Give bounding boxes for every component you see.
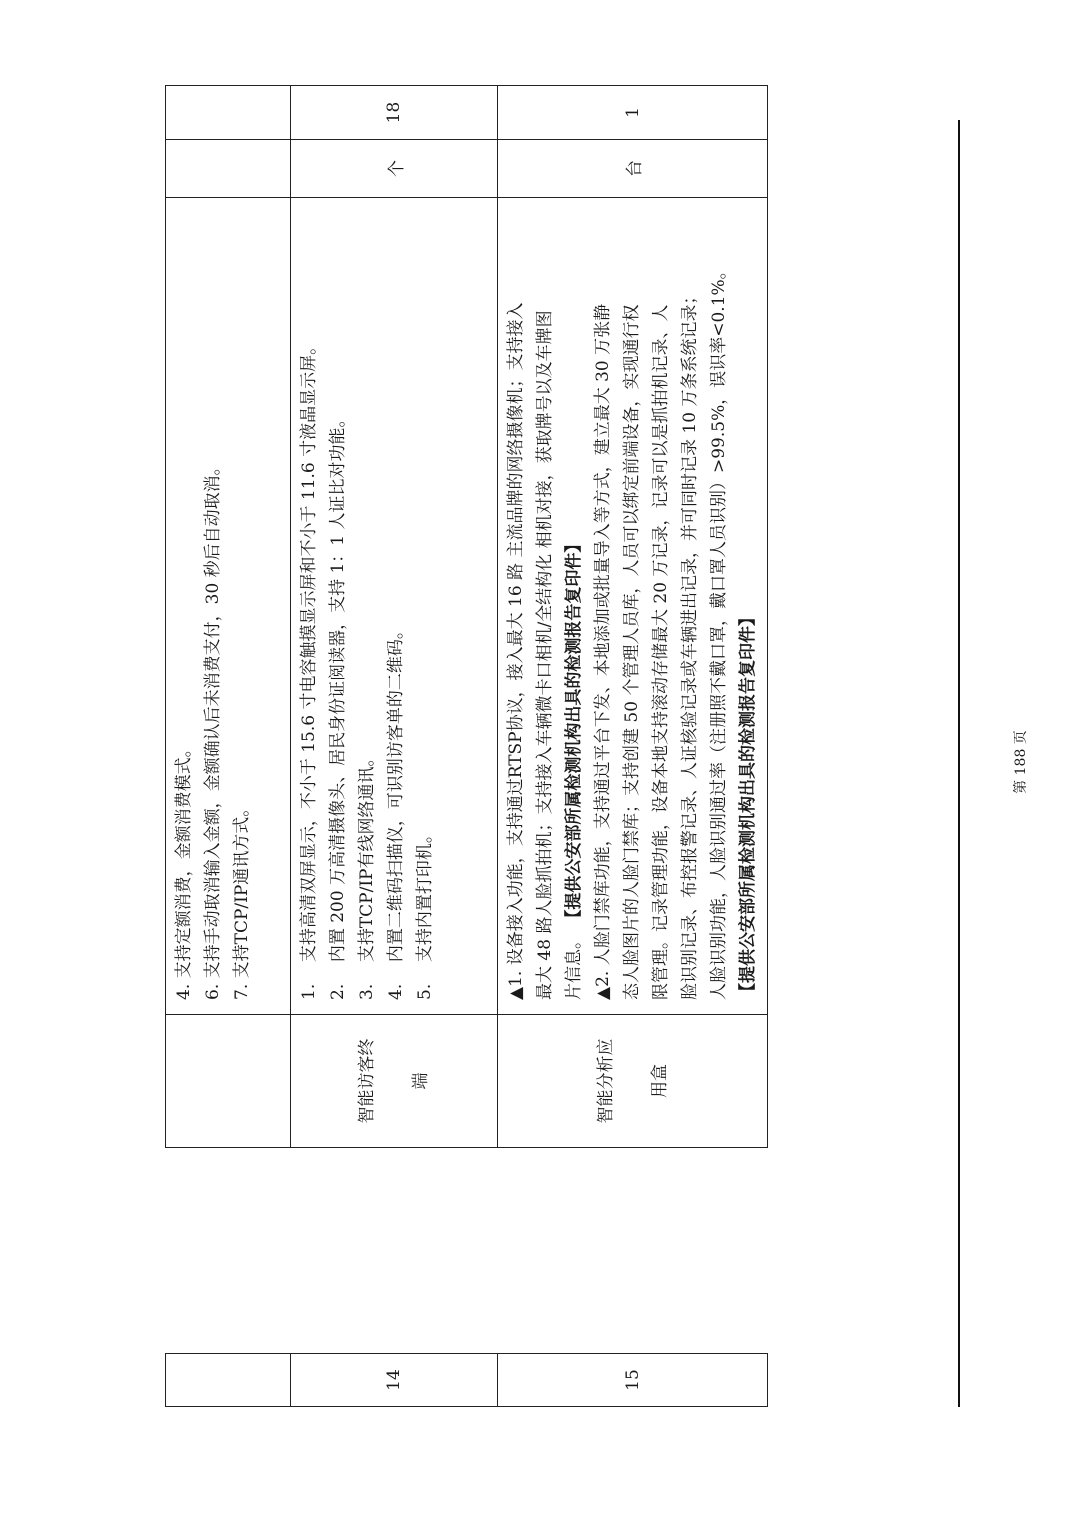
item-spec xyxy=(498,198,768,1015)
spec-line: 最大 48 路人脸抓拍机；支持接入车辆微卡口相机/全结构化 相机对接，获取牌号以及车牌图 xyxy=(535,310,555,1000)
item-unit xyxy=(166,140,291,198)
spec-line: ▲1. 设备接入功能，支持通过RTSP协议，接入最大 16 路 主流品牌的网络摄像机；支持接入 xyxy=(506,302,526,1000)
spec-line: 4. 支持定额消费，金额消费模式。 xyxy=(174,740,194,1000)
table-row xyxy=(291,86,498,1407)
spec-line: 3. 支持TCP/IP有线网络通讯。 xyxy=(357,749,377,1000)
item-name-line: 用盒 xyxy=(649,1064,670,1098)
spec-line: 限管理。记录管理功能，设备本地支持滚动存储最大 20 万记录，记录可以是抓拍机记录、人 xyxy=(651,304,671,1000)
item-spec xyxy=(166,198,291,1015)
page-number: 第 188 页 xyxy=(1013,730,1029,794)
spec-line: 7. 支持TCP/IP通讯方式。 xyxy=(232,799,252,1000)
column-gap xyxy=(291,1148,498,1354)
item-name xyxy=(498,1015,768,1148)
spec-line: 态人脸图片的人脸门禁库；支持创建 50 个管理人员库，人员可以绑定前端设备，实现通行权 xyxy=(622,304,642,1000)
item-number: 14 xyxy=(291,1354,498,1407)
spec-line: 1. 支持高清双屏显示，不小于 15.6 寸电容触摸显示屏和不小于 11.6 寸液晶显示屏。 xyxy=(299,337,319,1000)
item-name-line: 端 xyxy=(411,1072,431,1090)
spec-line: 人脸识别功能，人脸识别通过率（注册照不戴口罩，戴口罩人员识别）>99.5%，误识率<0.1%。 xyxy=(709,262,729,1000)
spec-table xyxy=(165,85,768,1407)
column-gap xyxy=(498,1148,768,1354)
item-name xyxy=(166,1015,291,1148)
column-gap xyxy=(166,1148,291,1354)
spec-line: 2. 内置 200 万高清摄像头、居民身份证阅读器，支持 1：1 人证比对功能。 xyxy=(328,410,348,1000)
item-unit: 个 xyxy=(291,140,498,198)
spec-line: 5. 支持内置打印机。 xyxy=(415,826,435,1000)
item-number xyxy=(166,1354,291,1407)
item-spec xyxy=(291,198,498,1015)
spec-line: 4. 内置二维码扫描仪，可识别访客单的二维码。 xyxy=(386,622,406,1000)
spec-line xyxy=(560,212,589,1000)
item-quantity: 18 xyxy=(291,86,498,140)
report-requirement: 【提供公安部所属检测机构出具的检测报告复印件】 xyxy=(564,535,584,927)
item-number: 15 xyxy=(498,1354,768,1407)
spec-line: 6. 支持手动取消输入金额，金额确认后未消费支付，30 秒后自动取消。 xyxy=(203,458,223,1000)
item-name-line: 智能分析应 xyxy=(595,1038,616,1124)
item-name-line: 智能访客终 xyxy=(357,1038,377,1124)
margin-rule xyxy=(958,120,960,1407)
item-unit: 台 xyxy=(498,140,768,198)
item-quantity: 1 xyxy=(498,86,768,140)
spec-line: 脸识别记录、布控报警记录、人证核验记录或车辆进出记录，并可同时记录 10 万条系统记录； xyxy=(680,287,700,1000)
item-name xyxy=(291,1015,498,1148)
report-requirement: 【提供公安部所属检测机构出具的检测报告复印件】 xyxy=(738,609,758,1000)
spec-text: 片信息。 xyxy=(564,932,584,1000)
table-row xyxy=(166,86,291,1407)
table-row xyxy=(498,86,768,1407)
spec-line: ▲2. 人脸门禁库功能，支持通过平台下发、本地添加或批量导入等方式，建立最大 30 万张静 xyxy=(593,303,613,1000)
item-quantity xyxy=(166,86,291,140)
